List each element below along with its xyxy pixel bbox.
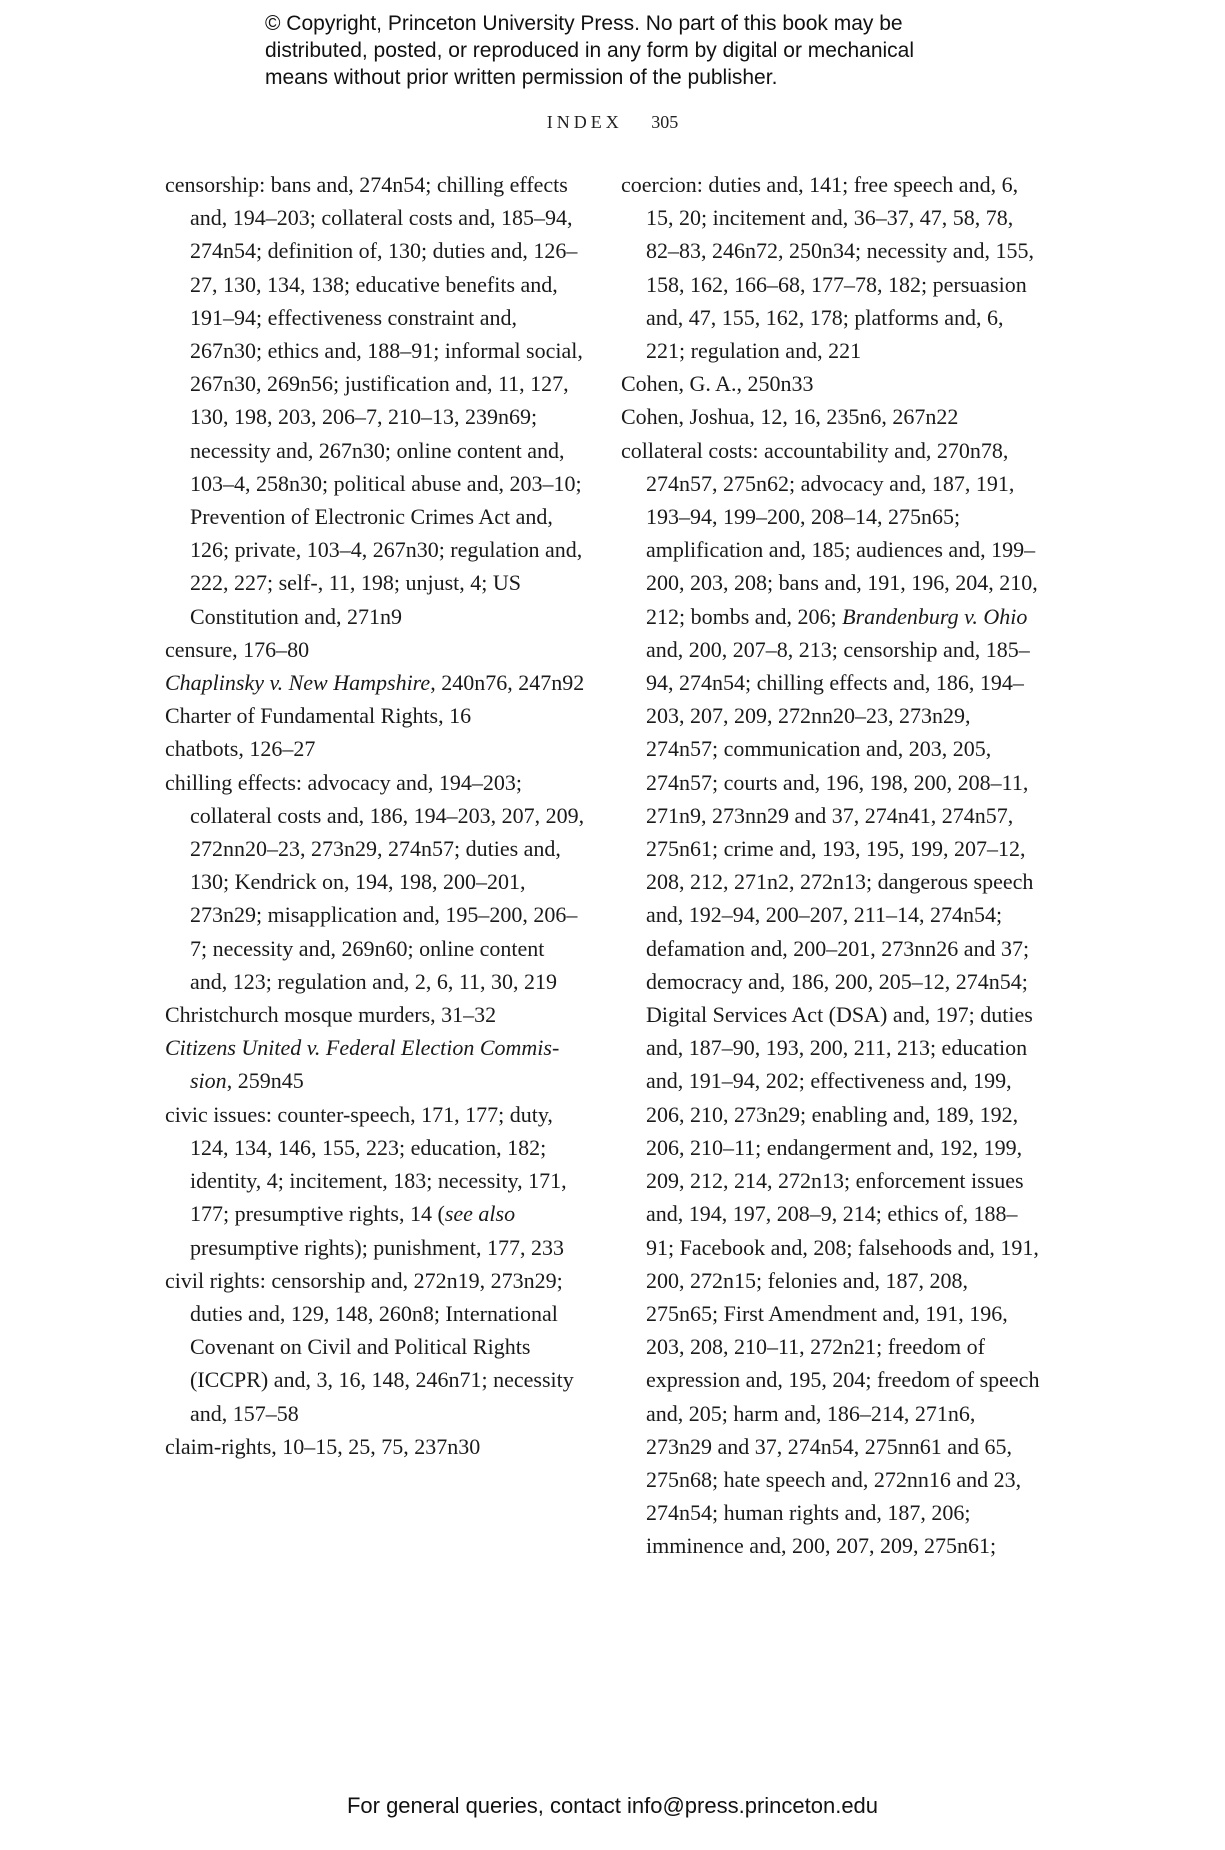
index-entry — [165, 766, 585, 998]
copyright-line-2: distributed, posted, or reproduced in any form by digital or mechanical — [265, 39, 915, 62]
index-entry-text: collateral costs: accountability and, 270n78, 274n57, 275n62; advocacy and, 187, 191, 193–94, 199–200, 208–14, 275n65; amplification and, 185; audiences and, 199–200, 203, 208; bans and, 191, 196, 204, 210, 212; bombs and, 206; — [621, 437, 1038, 629]
index-entry-text: claim-rights, 10–15, 25, 75, 237n30 — [165, 1433, 481, 1459]
index-entry — [165, 168, 585, 633]
index-entry — [165, 666, 585, 699]
running-head-title: INDEX — [546, 112, 623, 132]
index-entry — [165, 1098, 585, 1264]
index-entry-italic-text: Chaplinsky v. New Hampshire — [165, 670, 431, 696]
index-entry — [621, 367, 1041, 400]
index-column-left — [165, 168, 585, 1463]
index-entry-text: Charter of Fundamental Rights, 16 — [165, 703, 472, 729]
index-entry — [165, 633, 585, 666]
index-entry — [165, 699, 585, 732]
copyright-line-3: means without prior written permission of the publisher. — [265, 66, 778, 89]
index-entry-text: censure, 176–80 — [165, 636, 310, 662]
copyright-notice — [265, 10, 1025, 91]
page-number: 305 — [651, 112, 679, 132]
index-entry-text: Christchurch mosque murders, 31–32 — [165, 1002, 497, 1028]
index-entry — [165, 1430, 585, 1463]
copyright-line-1: © Copyright, Princeton University Press. No part of this book may be — [265, 12, 903, 35]
index-entry-italic-text: Brandenburg v. Ohio — [842, 603, 1028, 629]
index-entry-text: and, 200, 207–8, 213; censorship and, 185–94, 274n54; chilling effects and, 186, 194–203, 207, 209, 272nn20–23, 273n29, 274n57; communication and, 203, 205, 274n57; courts and, 196, 198, 200, 208–11, 271n9, 273nn29 and 37, 274n41, 274n57, 275n61; crime and, 193, 195, 199, 207–12, 208, 212, 271n2, 272n13; dangerous speech and, 192–94, 200–207, 211–14, 274n54; defamation and, 200–201, 273nn26 and 37; democracy and, 186, 200, 205–12, 274n54; Digital Services Act (DSA) and, 197; duties and, 187–90, 193, 200, 211, 213; education and, 191–94, 202; effectiveness and, 199, 206, 210, 273n29; enabling and, 189, 192, 206, 210–11; endangerment and, 192, 199, 209, 212, 214, 272n13; enforcement issues and, 194, 197, 208–9, 214; ethics of, 188–91; Facebook and, 208; falsehoods and, 191, 200, 272n15; felonies and, 187, 208, 275n65; First Amendment and, 191, 196, 203, 208, 210–11, 272n21; freedom of expression and, 195, 204; freedom of speech and, 205; harm and, 186–214, 271n6, 273n29 and 37, 274n54, 275nn61 and 65, 275n68; hate speech and, 272nn16 and 23, 274n54; human rights and, 187, 206; imminence and, 200, 207, 209, 275n61; — [646, 636, 1040, 1559]
index-entry-text: , 240n76, 247n92 — [430, 670, 585, 696]
index-entry-text: civil rights: censorship and, 272n19, 273n29; duties and, 129, 148, 260n8; International Covenant on Civil and Political Rights (ICCPR) and, 3, 16, 148, 246n71; necessity and, 157–58 — [165, 1267, 574, 1426]
index-column-right — [621, 168, 1041, 1563]
index-entry — [165, 732, 585, 765]
running-head — [0, 112, 1225, 133]
index-entry — [165, 1031, 585, 1097]
index-entry — [165, 998, 585, 1031]
index-entry-text: presumptive rights); punishment, 177, 233 — [190, 1234, 564, 1260]
index-entry-text: coercion: duties and, 141; free speech and, 6, 15, 20; incitement and, 36–37, 47, 58, 78, 82–83, 246n72, 250n34; necessity and, 155, 158, 162, 166–68, 177–78, 182; persuasion and, 47, 155, 162, 178; platforms and, 6, 221; regulation and, 221 — [621, 172, 1035, 364]
index-entry-text: Cohen, Joshua, 12, 16, 235n6, 267n22 — [621, 404, 959, 430]
index-entry-italic-text: see also — [444, 1201, 516, 1227]
index-entry-text: chilling effects: advocacy and, 194–203; collateral costs and, 186, 194–203, 207, 209, 272nn20–23, 273n29, 274n57; duties and, 130; Kendrick on, 194, 198, 200–201, 273n29; misapplication and, 195–200, 206–7; necessity and, 269n60; online content and, 123; regulation and, 2, 6, 11, 30, 219 — [165, 769, 585, 994]
index-entry — [621, 400, 1041, 433]
index-entry — [621, 434, 1041, 1563]
index-entry-text: censorship: bans and, 274n54; chilling effects and, 194–203; collateral costs and, 185–94, 274n54; definition of, 130; duties and, 126–27, 130, 134, 138; educative benefits and, 191–94; effectiveness constraint and, 267n30; ethics and, 188–91; informal social, 267n30, 269n56; justification and, 11, 127, 130, 198, 203, 206–7, 210–13, 239n69; necessity and, 267n30; online content and, 103–4, 258n30; political abuse and, 203–10; Prevention of Electronic Crimes Act and, 126; private, 103–4, 267n30; regulation and, 222, 227; self-, 11, 198; unjust, 4; US Constitution and, 271n9 — [165, 172, 583, 629]
index-entry-text: chatbots, 126–27 — [165, 736, 316, 762]
index-entry-text: Cohen, G. A., 250n33 — [621, 371, 814, 397]
index-entry — [621, 168, 1041, 367]
footer-contact: For general queries, contact info@press.princeton.edu — [346, 1793, 879, 1818]
index-entry-text: , 259n45 — [226, 1068, 304, 1094]
index-entry-italic-text: Citizens United v. Federal Election Commission — [165, 1035, 560, 1094]
index-entry — [165, 1264, 585, 1430]
index-entry-text: civic issues: counter-speech, 171, 177; duty, 124, 134, 146, 155, 223; education, 182; identity, 4; incitement, 183; necessity, 171, 177; presumptive rights, 14 ( — [165, 1101, 567, 1227]
